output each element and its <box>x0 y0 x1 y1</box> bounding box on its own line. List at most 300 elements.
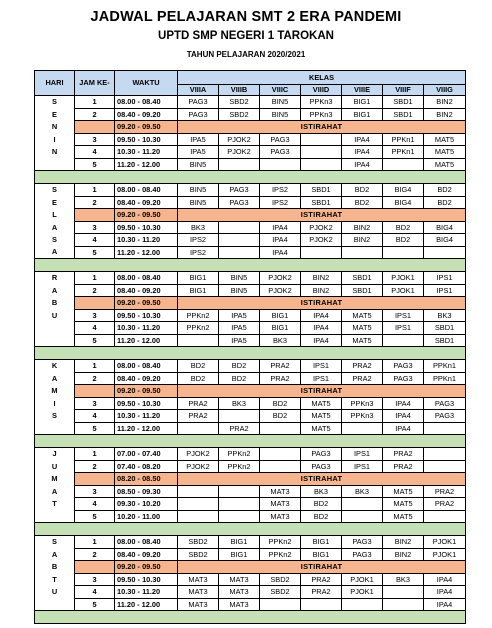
table-row <box>35 309 466 322</box>
subject-cell: PPKn2 <box>219 448 260 461</box>
subject-cell: IPA4 <box>301 334 342 347</box>
day-separator <box>35 171 466 184</box>
subject-cell: BD2 <box>260 410 301 423</box>
jam-cell: 4 <box>75 586 115 599</box>
day-letter: I <box>35 397 75 410</box>
waktu-cell: 08.40 - 09.20 <box>115 196 178 209</box>
table-row <box>35 158 466 171</box>
subject-cell: IPS1 <box>301 372 342 385</box>
subject-cell: PAG3 <box>424 397 466 410</box>
day-letter: S <box>35 410 75 423</box>
subject-cell: IPS1 <box>342 448 383 461</box>
waktu-cell: 09.50 - 10.30 <box>115 573 178 586</box>
day-letter: S <box>35 536 75 549</box>
subject-cell: BIG1 <box>178 272 219 285</box>
subject-cell: SBD1 <box>424 322 466 335</box>
subject-cell: MAT3 <box>219 573 260 586</box>
day-separator <box>35 347 466 360</box>
subject-cell: SBD1 <box>424 334 466 347</box>
break-row <box>35 473 466 486</box>
subject-cell: PAG3 <box>301 448 342 461</box>
subject-cell: SBD2 <box>219 108 260 121</box>
subject-cell: PRA2 <box>178 410 219 423</box>
waktu-cell: 11.20 - 12.00 <box>115 422 178 435</box>
subject-cell: PAG3 <box>383 372 424 385</box>
class-header-viiig: VIIIG <box>424 85 466 96</box>
subject-cell: PPKn2 <box>178 309 219 322</box>
subject-cell: PPKn3 <box>342 410 383 423</box>
waktu-cell: 08.40 - 09.20 <box>115 372 178 385</box>
subject-cell: MAT5 <box>424 146 466 159</box>
subject-cell: BIN2 <box>424 108 466 121</box>
subject-cell: PAG3 <box>301 460 342 473</box>
table-row <box>35 196 466 209</box>
day-letter: E <box>35 108 75 121</box>
subject-cell: MAT5 <box>342 334 383 347</box>
day-letter: J <box>35 448 75 461</box>
jam-cell: 3 <box>75 309 115 322</box>
subject-cell: BD2 <box>260 397 301 410</box>
table-row <box>35 548 466 561</box>
subject-cell: PRA2 <box>424 498 466 511</box>
subject-cell: MAT3 <box>260 498 301 511</box>
subject-cell: BIN2 <box>342 221 383 234</box>
subject-cell <box>301 146 342 159</box>
subject-cell: MAT5 <box>424 133 466 146</box>
subject-cell: PJOK1 <box>383 284 424 297</box>
jam-cell: 1 <box>75 536 115 549</box>
subject-cell: PPKn2 <box>219 460 260 473</box>
table-body <box>35 96 466 624</box>
subject-cell: BD2 <box>178 360 219 373</box>
jam-cell: 2 <box>75 548 115 561</box>
header-waktu: WAKTU <box>115 71 178 96</box>
jam-cell: 3 <box>75 397 115 410</box>
waktu-cell: 09.20 - 09.50 <box>115 385 178 398</box>
day-letter: S <box>35 96 75 109</box>
subject-cell <box>342 498 383 511</box>
table-row <box>35 246 466 259</box>
subject-cell: PJOK1 <box>342 586 383 599</box>
separator-cell <box>35 347 466 360</box>
waktu-cell: 08.00 - 08.40 <box>115 96 178 109</box>
day-separator <box>35 611 466 624</box>
subject-cell: BD2 <box>342 184 383 197</box>
subject-cell <box>383 158 424 171</box>
jam-cell: 3 <box>75 221 115 234</box>
subject-cell: BK3 <box>219 397 260 410</box>
subject-cell: PRA2 <box>383 460 424 473</box>
day-letter: U <box>35 586 75 599</box>
table-row <box>35 322 466 335</box>
waktu-cell: 09.20 - 09.50 <box>115 209 178 222</box>
subject-cell: PAG3 <box>383 360 424 373</box>
subject-cell <box>219 246 260 259</box>
subject-cell: PPKn1 <box>424 360 466 373</box>
jam-cell: 1 <box>75 448 115 461</box>
subject-cell: PPKn3 <box>342 397 383 410</box>
subject-cell: PAG3 <box>260 133 301 146</box>
jam-cell: 2 <box>75 460 115 473</box>
jam-cell: 4 <box>75 410 115 423</box>
day-letter <box>35 598 75 611</box>
subject-cell: BIG1 <box>301 536 342 549</box>
subject-cell: PJOK2 <box>219 146 260 159</box>
subject-cell: MAT5 <box>383 485 424 498</box>
subject-cell: BIN2 <box>424 96 466 109</box>
waktu-cell: 08.40 - 09.20 <box>115 284 178 297</box>
subject-cell: MAT3 <box>178 586 219 599</box>
subject-cell <box>383 586 424 599</box>
class-header-viiif: VIIIF <box>383 85 424 96</box>
subject-cell: BD2 <box>424 184 466 197</box>
break-row <box>35 561 466 574</box>
table-row <box>35 510 466 523</box>
subject-cell: PAG3 <box>260 146 301 159</box>
subject-cell: PJOK2 <box>260 272 301 285</box>
subject-cell <box>342 246 383 259</box>
subject-cell: IPS1 <box>301 360 342 373</box>
subject-cell: IPA5 <box>219 322 260 335</box>
subject-cell: BIG1 <box>260 322 301 335</box>
subject-cell <box>178 422 219 435</box>
document-title: JADWAL PELAJARAN SMT 2 ERA PANDEMI <box>90 9 402 25</box>
subject-cell: SBD1 <box>383 108 424 121</box>
subject-cell: BK3 <box>260 334 301 347</box>
subject-cell: MAT5 <box>301 422 342 435</box>
subject-cell: MAT3 <box>219 598 260 611</box>
subject-cell: PAG3 <box>178 96 219 109</box>
subject-cell <box>342 422 383 435</box>
day-letter: A <box>35 246 75 259</box>
subject-cell: PRA2 <box>301 586 342 599</box>
subject-cell: PAG3 <box>424 410 466 423</box>
subject-cell <box>383 598 424 611</box>
subject-cell: IPA4 <box>260 234 301 247</box>
waktu-cell: 09.20 - 09.50 <box>115 121 178 134</box>
subject-cell <box>178 498 219 511</box>
subject-cell: SBD1 <box>383 96 424 109</box>
subject-cell: MAT5 <box>424 158 466 171</box>
subject-cell: PJOK2 <box>219 133 260 146</box>
subject-cell: BIG1 <box>342 96 383 109</box>
subject-cell: IPS1 <box>383 322 424 335</box>
subject-cell: BD2 <box>301 498 342 511</box>
subject-cell: IPS2 <box>260 184 301 197</box>
separator-cell <box>35 611 466 624</box>
separator-cell <box>35 259 466 272</box>
waktu-cell: 10.20 - 11.00 <box>115 510 178 523</box>
subject-cell: MAT3 <box>178 573 219 586</box>
subject-cell: IPA4 <box>424 573 466 586</box>
waktu-cell: 08.00 - 08.40 <box>115 536 178 549</box>
day-letter: B <box>35 297 75 310</box>
subject-cell: PPKn1 <box>383 133 424 146</box>
subject-cell: BD2 <box>178 372 219 385</box>
waktu-cell: 11.20 - 12.00 <box>115 598 178 611</box>
waktu-cell: 09.20 - 09.50 <box>115 561 178 574</box>
waktu-cell: 08.40 - 09.20 <box>115 108 178 121</box>
subject-cell: BIG1 <box>260 309 301 322</box>
subject-cell <box>219 485 260 498</box>
subject-cell: PPKn3 <box>301 96 342 109</box>
subject-cell: PRA2 <box>383 448 424 461</box>
waktu-cell: 08.50 - 09.30 <box>115 485 178 498</box>
subject-cell: PRA2 <box>342 372 383 385</box>
subject-cell <box>383 246 424 259</box>
jam-cell: 5 <box>75 334 115 347</box>
subject-cell: SBD2 <box>260 586 301 599</box>
subject-cell: SBD1 <box>301 196 342 209</box>
subject-cell: MAT5 <box>342 322 383 335</box>
subject-cell: MAT3 <box>178 598 219 611</box>
subject-cell <box>383 334 424 347</box>
subject-cell: MAT5 <box>301 410 342 423</box>
class-header-viiic: VIIIC <box>260 85 301 96</box>
subject-cell: IPS1 <box>383 309 424 322</box>
subject-cell: MAT3 <box>260 485 301 498</box>
waktu-cell: 10.30 - 11.20 <box>115 586 178 599</box>
subject-cell: IPA4 <box>342 146 383 159</box>
schedule-table <box>34 70 466 624</box>
subject-cell: BK3 <box>342 485 383 498</box>
waktu-cell: 08.00 - 08.40 <box>115 272 178 285</box>
subject-cell <box>424 246 466 259</box>
waktu-cell: 08.00 - 08.40 <box>115 184 178 197</box>
table-row <box>35 372 466 385</box>
day-letter: T <box>35 573 75 586</box>
jam-cell <box>75 297 115 310</box>
class-header-viiib: VIIIB <box>219 85 260 96</box>
day-letter <box>35 158 75 171</box>
break-row <box>35 385 466 398</box>
subject-cell: SBD1 <box>301 184 342 197</box>
waktu-cell: 09.50 - 10.30 <box>115 397 178 410</box>
day-letter: L <box>35 209 75 222</box>
subject-cell <box>424 510 466 523</box>
class-header-viiid: VIIID <box>301 85 342 96</box>
subject-cell: PPKn2 <box>178 322 219 335</box>
waktu-cell: 10.30 - 11.20 <box>115 234 178 247</box>
subject-cell: BIG1 <box>219 536 260 549</box>
table-row <box>35 146 466 159</box>
subject-cell: BIN2 <box>383 548 424 561</box>
subject-cell: PPKn3 <box>301 108 342 121</box>
subject-cell: MAT3 <box>260 510 301 523</box>
jam-cell: 1 <box>75 272 115 285</box>
subject-cell: IPA4 <box>260 221 301 234</box>
jam-cell: 2 <box>75 108 115 121</box>
subject-cell: SBD2 <box>178 548 219 561</box>
day-letter: U <box>35 309 75 322</box>
subject-cell: PJOK1 <box>424 536 466 549</box>
waktu-cell: 08.20 - 08.50 <box>115 473 178 486</box>
academic-year: TAHUN PELAJARAN 2020/2021 <box>186 50 306 59</box>
subject-cell: BD2 <box>383 234 424 247</box>
jam-cell: 5 <box>75 598 115 611</box>
subject-cell: SBD2 <box>178 536 219 549</box>
day-letter: T <box>35 498 75 511</box>
waktu-cell: 07.00 - 07.40 <box>115 448 178 461</box>
table-row <box>35 498 466 511</box>
jam-cell: 4 <box>75 234 115 247</box>
day-letter: A <box>35 284 75 297</box>
subject-cell: SBD1 <box>342 284 383 297</box>
subject-cell: IPS1 <box>342 460 383 473</box>
subject-cell: PRA2 <box>342 360 383 373</box>
subject-cell <box>424 448 466 461</box>
subject-cell: IPA4 <box>424 598 466 611</box>
subject-cell: BIN5 <box>178 184 219 197</box>
subject-cell: IPA4 <box>342 133 383 146</box>
day-separator <box>35 523 466 536</box>
waktu-cell: 08.00 - 08.40 <box>115 360 178 373</box>
school-name: UPTD SMP NEGERI 1 TAROKAN <box>158 30 334 42</box>
waktu-cell: 10.30 - 11.20 <box>115 322 178 335</box>
subject-cell: BIN5 <box>260 96 301 109</box>
subject-cell: PRA2 <box>260 360 301 373</box>
subject-cell: BD2 <box>219 372 260 385</box>
jam-cell: 4 <box>75 498 115 511</box>
table-row <box>35 221 466 234</box>
jam-cell: 3 <box>75 573 115 586</box>
subject-cell: IPS2 <box>178 234 219 247</box>
subject-cell: MAT3 <box>219 586 260 599</box>
subject-cell: IPS2 <box>178 246 219 259</box>
subject-cell <box>301 158 342 171</box>
subject-cell: BIN5 <box>178 158 219 171</box>
subject-cell <box>301 133 342 146</box>
day-letter: I <box>35 133 75 146</box>
subject-cell: IPA4 <box>383 410 424 423</box>
jam-cell <box>75 209 115 222</box>
subject-cell: BD2 <box>301 510 342 523</box>
separator-cell <box>35 171 466 184</box>
separator-cell <box>35 523 466 536</box>
table-row <box>35 448 466 461</box>
header-kelas: KELAS <box>178 71 466 85</box>
waktu-cell: 10.30 - 11.20 <box>115 410 178 423</box>
break-row <box>35 297 466 310</box>
waktu-cell: 11.20 - 12.00 <box>115 158 178 171</box>
waktu-cell: 08.40 - 09.20 <box>115 548 178 561</box>
jam-cell: 4 <box>75 146 115 159</box>
subject-cell: IPA4 <box>383 397 424 410</box>
subject-cell: BK3 <box>301 485 342 498</box>
subject-cell: PJOK1 <box>342 573 383 586</box>
table-row <box>35 536 466 549</box>
subject-cell <box>301 598 342 611</box>
subject-cell: PRA2 <box>178 397 219 410</box>
subject-cell: BIN2 <box>301 284 342 297</box>
subject-cell: BIN5 <box>260 108 301 121</box>
subject-cell <box>342 598 383 611</box>
subject-cell <box>178 334 219 347</box>
jam-cell: 1 <box>75 184 115 197</box>
subject-cell <box>342 510 383 523</box>
subject-cell: BIG1 <box>342 108 383 121</box>
jam-cell: 5 <box>75 422 115 435</box>
subject-cell: BD2 <box>219 360 260 373</box>
subject-cell: BIG4 <box>383 196 424 209</box>
subject-cell: PJOK2 <box>301 221 342 234</box>
subject-cell: IPA4 <box>342 158 383 171</box>
subject-cell: SBD1 <box>342 272 383 285</box>
table-row <box>35 422 466 435</box>
subject-cell <box>219 234 260 247</box>
subject-cell: BD2 <box>383 221 424 234</box>
jam-cell: 4 <box>75 322 115 335</box>
subject-cell: PJOK2 <box>260 284 301 297</box>
waktu-cell: 09.50 - 10.30 <box>115 221 178 234</box>
subject-cell: PJOK2 <box>301 234 342 247</box>
subject-cell <box>301 246 342 259</box>
table-row <box>35 234 466 247</box>
table-row <box>35 460 466 473</box>
jam-cell: 5 <box>75 158 115 171</box>
day-letter: S <box>35 184 75 197</box>
day-letter: N <box>35 121 75 134</box>
subject-cell <box>219 158 260 171</box>
jam-cell: 5 <box>75 246 115 259</box>
subject-cell: BIG4 <box>424 234 466 247</box>
break-row <box>35 209 466 222</box>
subject-cell: MAT5 <box>301 397 342 410</box>
waktu-cell: 10.30 - 11.20 <box>115 146 178 159</box>
istirahat-label: ISTIRAHAT <box>178 473 466 486</box>
subject-cell: PAG3 <box>342 548 383 561</box>
subject-cell <box>219 410 260 423</box>
day-letter: A <box>35 221 75 234</box>
waktu-cell: 09.20 - 09.50 <box>115 297 178 310</box>
subject-cell <box>260 422 301 435</box>
istirahat-label: ISTIRAHAT <box>178 121 466 134</box>
subject-cell: PPKn2 <box>260 548 301 561</box>
jam-cell <box>75 561 115 574</box>
table-row <box>35 485 466 498</box>
subject-cell: BIG4 <box>383 184 424 197</box>
subject-cell <box>424 460 466 473</box>
table-header <box>35 71 466 96</box>
table-row <box>35 284 466 297</box>
jam-cell: 1 <box>75 360 115 373</box>
day-letter: N <box>35 146 75 159</box>
break-row <box>35 121 466 134</box>
day-separator <box>35 259 466 272</box>
subject-cell: PJOK1 <box>424 548 466 561</box>
day-letter <box>35 422 75 435</box>
day-letter: A <box>35 485 75 498</box>
subject-cell: PPKn2 <box>260 536 301 549</box>
subject-cell <box>260 448 301 461</box>
subject-cell: PRA2 <box>260 372 301 385</box>
subject-cell: IPA5 <box>219 309 260 322</box>
day-letter: K <box>35 360 75 373</box>
subject-cell: BD2 <box>342 196 383 209</box>
subject-cell: BIN2 <box>383 536 424 549</box>
table-row <box>35 397 466 410</box>
table-row <box>35 133 466 146</box>
subject-cell: IPA4 <box>301 309 342 322</box>
subject-cell <box>178 485 219 498</box>
subject-cell: IPA5 <box>219 334 260 347</box>
subject-cell: PRA2 <box>219 422 260 435</box>
day-letter: A <box>35 548 75 561</box>
table-row <box>35 360 466 373</box>
day-letter: S <box>35 234 75 247</box>
table-row <box>35 410 466 423</box>
subject-cell <box>260 460 301 473</box>
